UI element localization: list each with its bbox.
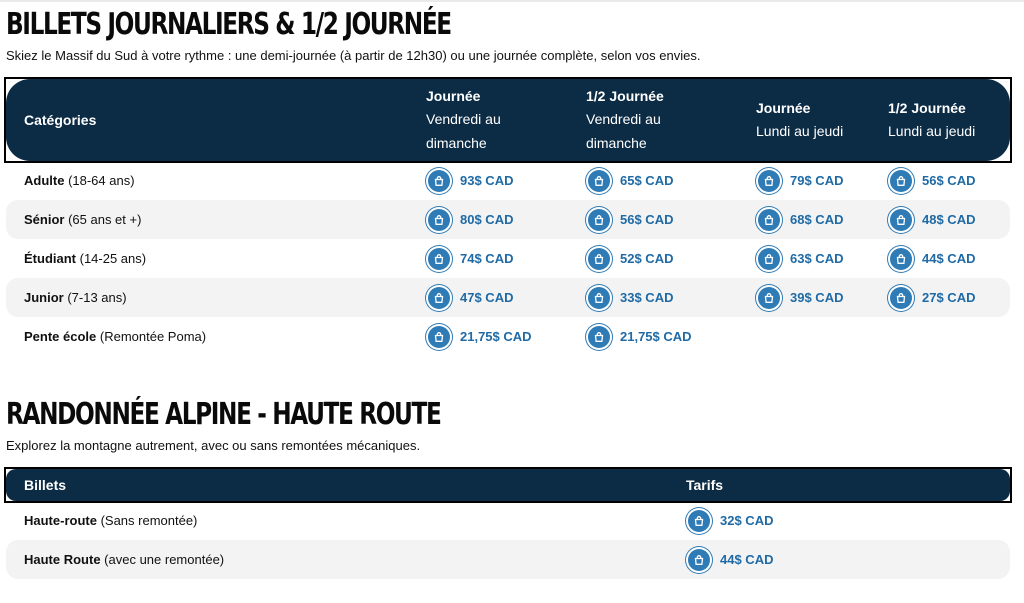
shopping-bag-icon[interactable] <box>686 547 712 573</box>
price-link[interactable] <box>426 324 532 350</box>
shopping-bag-icon[interactable] <box>686 508 712 534</box>
price-link[interactable] <box>756 246 843 272</box>
price-link[interactable] <box>756 285 843 311</box>
category-name: Adulte <box>24 173 65 188</box>
price-link[interactable] <box>888 246 975 272</box>
category-detail: (18-64 ans) <box>64 173 135 188</box>
header-col-1 <box>426 79 586 161</box>
price-link[interactable] <box>426 246 513 272</box>
header-col-1-days: Vendredi au <box>426 111 501 127</box>
alpine-section-title: RANDONNÉE ALPINE - HAUTE ROUTE <box>6 397 441 432</box>
price-cell <box>756 239 888 278</box>
shopping-bag-icon[interactable] <box>756 285 782 311</box>
header-col-2-days-2: dimanche <box>586 135 647 151</box>
price-link[interactable] <box>426 285 513 311</box>
table-row <box>6 317 1010 356</box>
price-cell <box>756 161 888 200</box>
price-link[interactable] <box>586 246 673 272</box>
category-name: Étudiant <box>24 251 76 266</box>
shopping-bag-icon[interactable] <box>426 207 452 233</box>
price-amount[interactable]: 63$ CAD <box>790 251 844 266</box>
header-col-4-days: Lundi au jeudi <box>888 123 976 139</box>
price-amount[interactable]: 93$ CAD <box>460 173 514 188</box>
price-cell <box>586 200 756 239</box>
shopping-bag-icon[interactable] <box>426 285 452 311</box>
table-row <box>6 278 1010 317</box>
shopping-bag-icon[interactable] <box>586 246 612 272</box>
header-col-3-days: Lundi au jeudi <box>756 123 844 139</box>
table-row <box>6 200 1010 239</box>
shopping-bag-icon[interactable] <box>426 324 452 350</box>
price-cell <box>888 200 1010 239</box>
price-cell <box>756 278 888 317</box>
price-amount[interactable]: 56$ CAD <box>922 173 976 188</box>
shopping-bag-icon[interactable] <box>586 207 612 233</box>
category-detail: (7-13 ans) <box>63 290 127 305</box>
price-cell <box>426 278 586 317</box>
shopping-bag-icon[interactable] <box>888 246 914 272</box>
price-amount[interactable]: 80$ CAD <box>460 212 514 227</box>
header-rates: Tarifs <box>686 469 1010 501</box>
ticket-cell <box>6 501 686 540</box>
empty-cell <box>888 317 1010 356</box>
ticket-detail: (avec une remontée) <box>100 552 225 567</box>
shopping-bag-icon[interactable] <box>586 285 612 311</box>
price-cell <box>888 239 1010 278</box>
header-categories-label: Catégories <box>24 112 97 128</box>
header-col-3 <box>756 79 888 161</box>
price-amount[interactable]: 47$ CAD <box>460 290 514 305</box>
category-detail: (Remontée Poma) <box>96 329 207 344</box>
header-col-2-title: 1/2 Journée <box>586 88 664 104</box>
alpine-price-table <box>6 469 1010 579</box>
daily-section-title: BILLETS JOURNALIERS & 1/2 JOURNÉE <box>6 7 451 42</box>
price-amount[interactable]: 52$ CAD <box>620 251 674 266</box>
price-amount[interactable]: 21,75$ CAD <box>460 329 532 344</box>
price-amount[interactable]: 33$ CAD <box>620 290 674 305</box>
price-cell <box>586 239 756 278</box>
category-cell <box>6 239 426 278</box>
price-amount[interactable]: 21,75$ CAD <box>620 329 692 344</box>
shopping-bag-icon[interactable] <box>888 207 914 233</box>
price-amount[interactable]: 44$ CAD <box>922 251 976 266</box>
price-link[interactable] <box>426 207 513 233</box>
header-col-1-days-2: dimanche <box>426 135 487 151</box>
daily-price-table <box>6 79 1010 356</box>
category-detail: (14-25 ans) <box>76 251 147 266</box>
category-cell <box>6 161 426 200</box>
shopping-bag-icon[interactable] <box>756 207 782 233</box>
shopping-bag-icon[interactable] <box>756 246 782 272</box>
price-amount[interactable]: 48$ CAD <box>922 212 976 227</box>
price-amount[interactable]: 68$ CAD <box>790 212 844 227</box>
header-categories <box>6 79 426 161</box>
price-cell <box>686 501 1010 540</box>
table-header-row <box>6 469 1010 501</box>
shopping-bag-icon[interactable] <box>888 285 914 311</box>
table-row <box>6 540 1010 579</box>
category-name: Junior <box>24 290 64 305</box>
alpine-section <box>6 398 1010 579</box>
ticket-detail: (Sans remontée) <box>96 513 198 528</box>
table-row <box>6 501 1010 540</box>
price-cell <box>586 317 756 356</box>
empty-cell <box>756 317 888 356</box>
price-link[interactable] <box>426 168 513 194</box>
price-cell <box>686 540 1010 579</box>
table-row <box>6 161 1010 200</box>
category-detail: (65 ans et +) <box>64 212 142 227</box>
ticket-name: Haute-route <box>24 513 97 528</box>
shopping-bag-icon[interactable] <box>586 168 612 194</box>
price-link[interactable] <box>686 508 773 534</box>
alpine-section-subtitle: Explorez la montagne autrement, avec ou sans remontées mécaniques. <box>6 438 421 453</box>
header-col-3-title: Journée <box>756 100 811 116</box>
ticket-cell <box>6 540 686 579</box>
price-amount[interactable]: 39$ CAD <box>790 290 844 305</box>
ticket-name: Haute Route <box>24 552 101 567</box>
price-link[interactable] <box>888 207 975 233</box>
price-amount[interactable]: 32$ CAD <box>720 513 774 528</box>
price-link[interactable] <box>756 207 843 233</box>
price-amount[interactable]: 56$ CAD <box>620 212 674 227</box>
price-link[interactable] <box>888 285 975 311</box>
price-amount[interactable]: 74$ CAD <box>460 251 514 266</box>
daily-tickets-section <box>6 8 1010 356</box>
price-amount[interactable]: 79$ CAD <box>790 173 844 188</box>
header-col-2 <box>586 79 756 161</box>
table-row <box>6 239 1010 278</box>
price-cell <box>586 278 756 317</box>
shopping-bag-icon[interactable] <box>426 168 452 194</box>
daily-section-subtitle: Skiez le Massif du Sud à votre rythme : une demi-journée (à partir de 12h30) ou une journée complète, selon vos envies. <box>6 48 701 63</box>
price-cell <box>888 278 1010 317</box>
price-cell <box>888 161 1010 200</box>
price-cell <box>426 161 586 200</box>
price-cell <box>426 239 586 278</box>
shopping-bag-icon[interactable] <box>888 168 914 194</box>
price-amount[interactable]: 65$ CAD <box>620 173 674 188</box>
header-col-1-title: Journée <box>426 88 481 104</box>
price-cell <box>756 200 888 239</box>
price-link[interactable] <box>888 168 975 194</box>
price-link[interactable] <box>586 285 673 311</box>
category-cell <box>6 200 426 239</box>
price-link[interactable] <box>756 168 843 194</box>
table-header-row <box>6 79 1010 161</box>
shopping-bag-icon[interactable] <box>426 246 452 272</box>
shopping-bag-icon[interactable] <box>756 168 782 194</box>
price-cell <box>586 161 756 200</box>
price-amount[interactable]: 44$ CAD <box>720 552 774 567</box>
header-col-4 <box>888 79 1010 161</box>
price-link[interactable] <box>686 547 773 573</box>
header-col-2-days: Vendredi au <box>586 111 661 127</box>
price-amount[interactable]: 27$ CAD <box>922 290 976 305</box>
header-col-4-title: 1/2 Journée <box>888 100 966 116</box>
price-link[interactable] <box>586 324 692 350</box>
top-divider <box>0 0 1024 2</box>
price-cell <box>426 200 586 239</box>
header-tickets: Billets <box>6 469 686 501</box>
price-link[interactable] <box>586 207 673 233</box>
category-cell <box>6 317 426 356</box>
price-link[interactable] <box>586 168 673 194</box>
category-name: Sénior <box>24 212 65 227</box>
price-cell <box>426 317 586 356</box>
category-cell <box>6 278 426 317</box>
shopping-bag-icon[interactable] <box>586 324 612 350</box>
category-name: Pente école <box>24 329 97 344</box>
